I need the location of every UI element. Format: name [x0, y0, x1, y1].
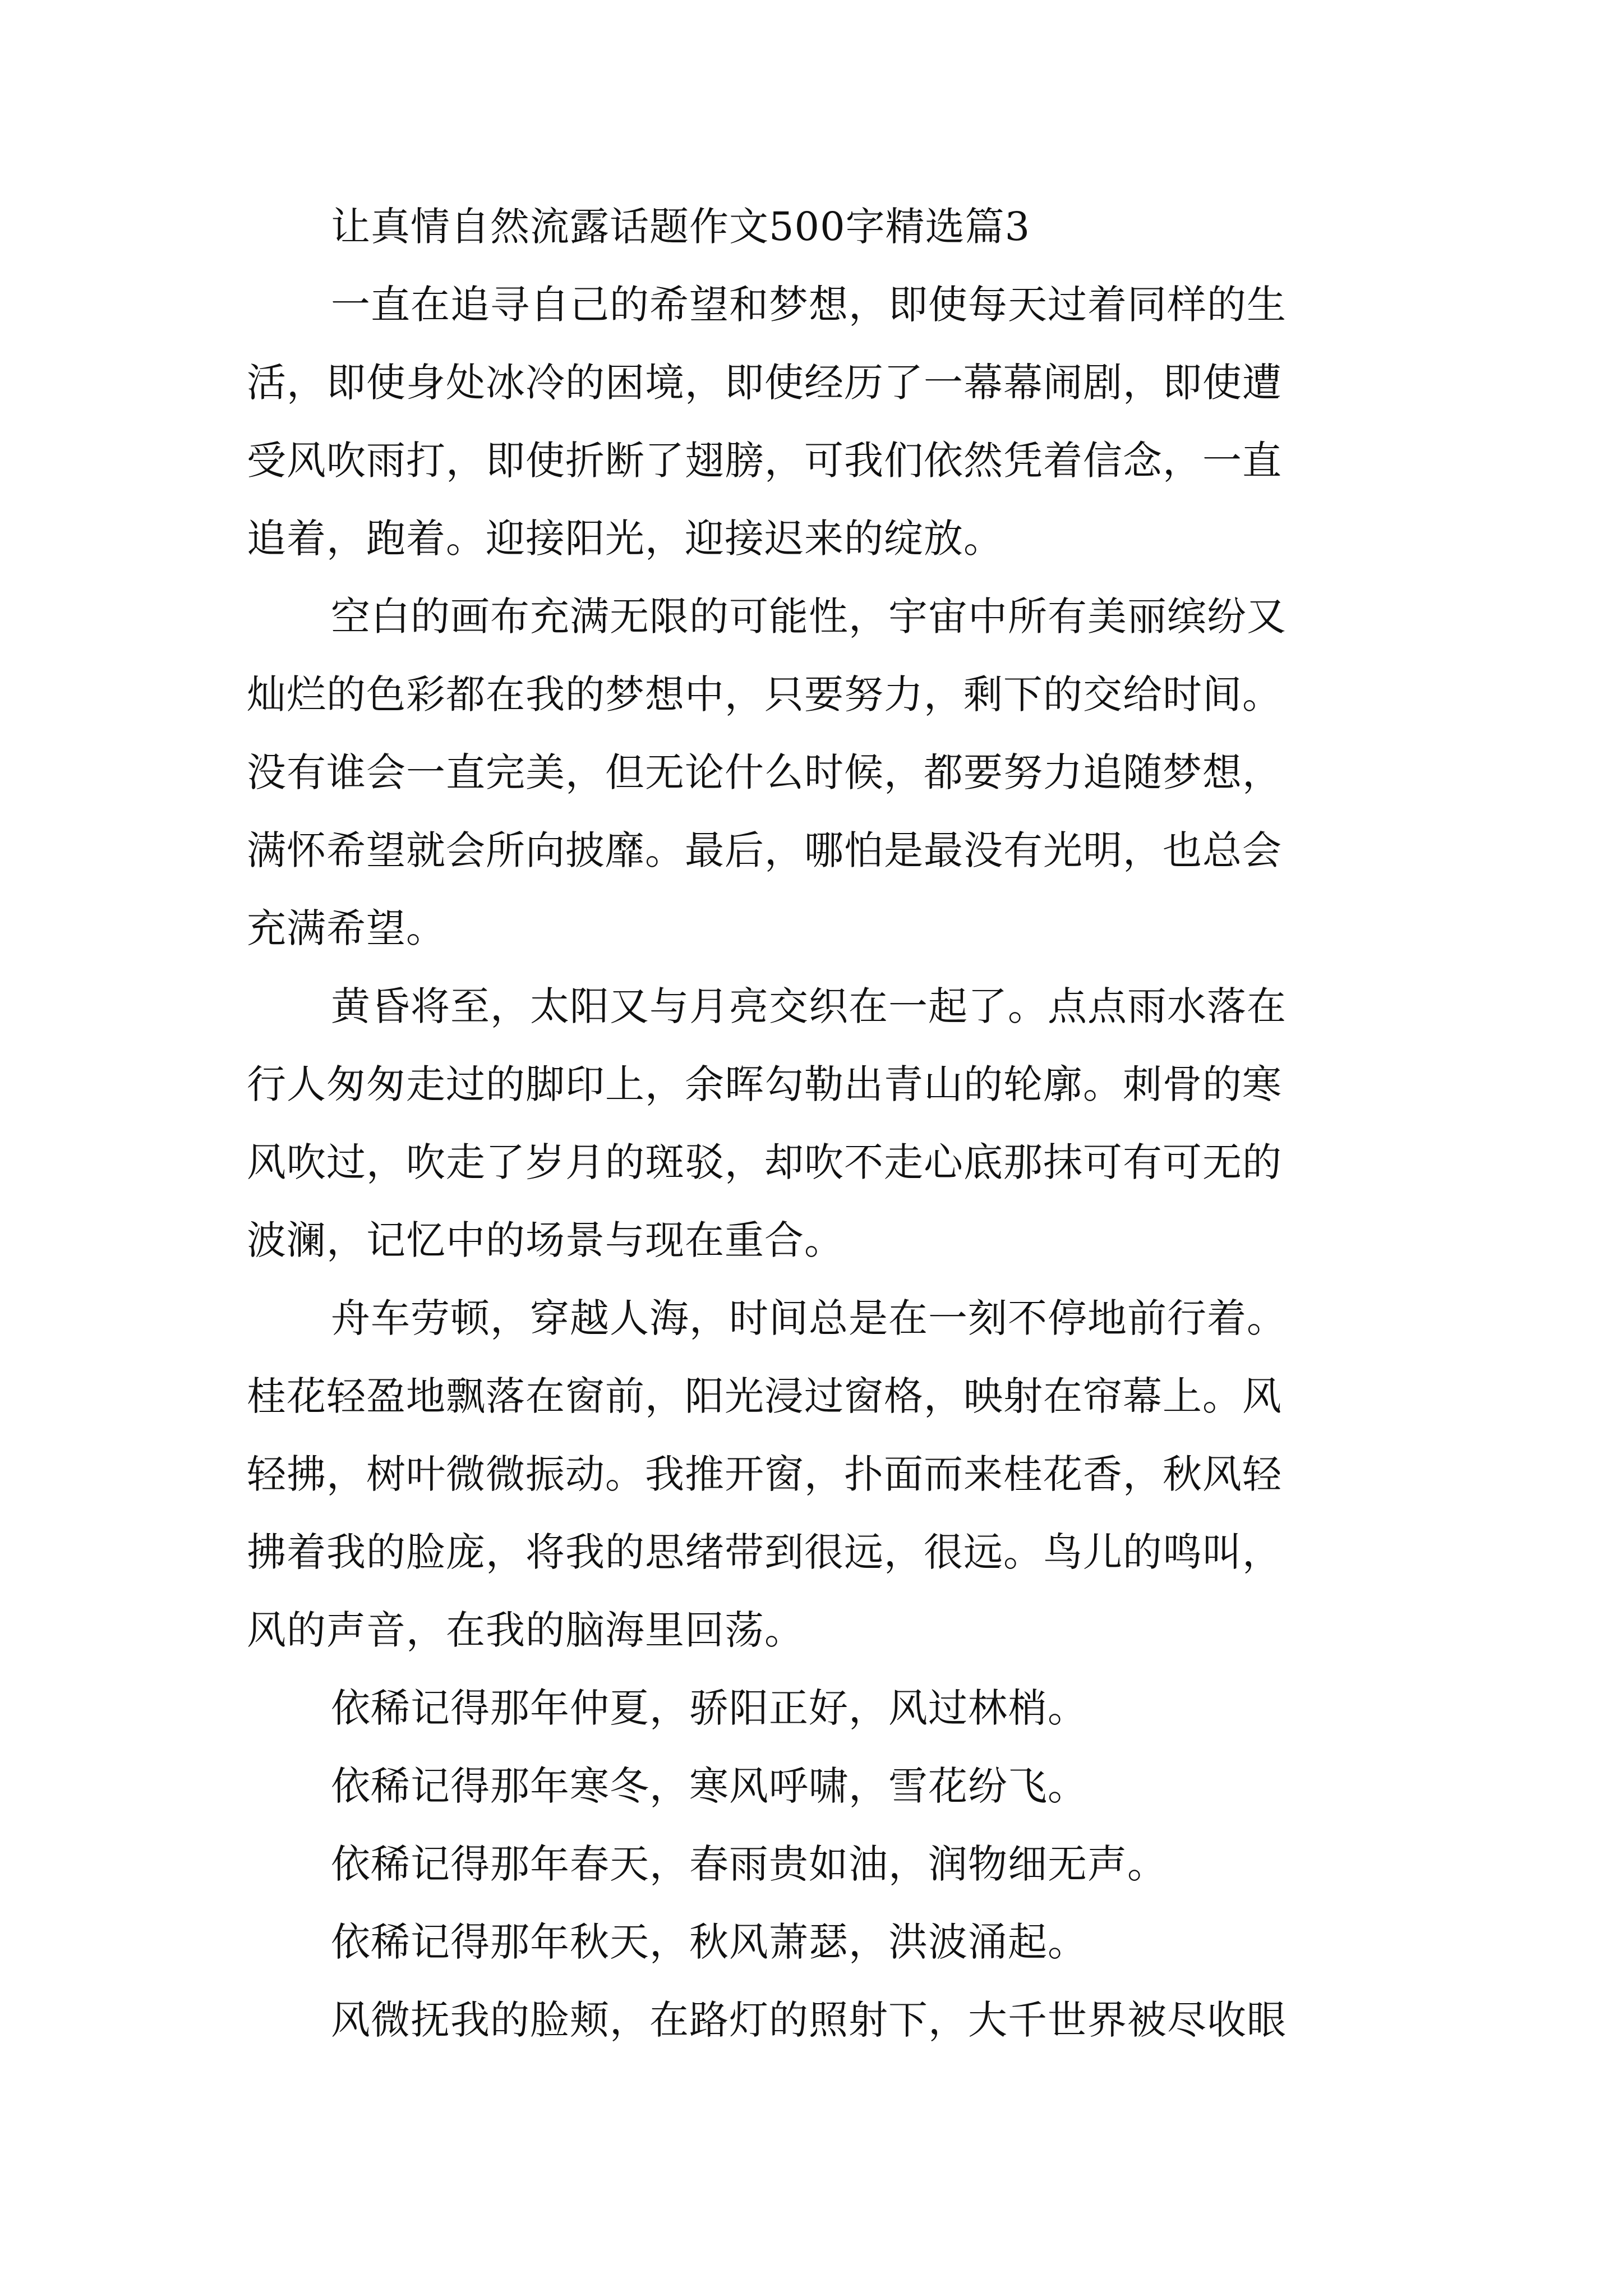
- text-line: 活，即使身处冰冷的困境，即使经历了一幕幕闹剧，即使遭: [247, 360, 1282, 406]
- text-line: 空白的画布充满无限的可能性，宇宙中所有美丽缤纷又: [331, 593, 1287, 639]
- text-line: 风吹过，吹走了岁月的斑驳，却吹不走心底那抹可有可无的: [247, 1139, 1282, 1185]
- text-line: 风的声音，在我的脑海里回荡。: [247, 1607, 804, 1653]
- text-line: 风微抚我的脸颊，在路灯的照射下，大千世界被尽收眼: [331, 1997, 1287, 2043]
- text-line: 依稀记得那年春天，春雨贵如油，润物细无声。: [331, 1841, 1167, 1887]
- document-body: [247, 188, 1391, 2059]
- text-line: 桂花轻盈地飘落在窗前，阳光浸过窗格，映射在帘幕上。风: [247, 1373, 1282, 1419]
- text-line: 黄昏将至，太阳又与月亮交织在一起了。点点雨水落在: [331, 983, 1287, 1029]
- text-line: 波澜，记忆中的场景与现在重合。: [247, 1217, 844, 1263]
- text-line: 依稀记得那年仲夏，骄阳正好，风过林梢。: [331, 1685, 1087, 1731]
- text-line: 行人匆匆走过的脚印上，余晖勾勒出青山的轮廓。刺骨的寒: [247, 1061, 1282, 1107]
- text-line: 满怀希望就会所向披靡。最后，哪怕是最没有光明，也总会: [247, 827, 1282, 873]
- text-line: 充满希望。: [247, 905, 446, 951]
- text-line: 受风吹雨打，即使折断了翅膀，可我们依然凭着信念，一直: [247, 438, 1282, 484]
- document-title: 让真情自然流露话题作文500字精选篇3: [331, 204, 1031, 250]
- text-line: 没有谁会一直完美，但无论什么时候，都要努力追随梦想，: [247, 749, 1282, 795]
- text-line: 一直在追寻自己的希望和梦想，即使每天过着同样的生: [331, 282, 1287, 328]
- text-line: 追着，跑着。迎接阳光，迎接迟来的绽放。: [247, 516, 1003, 562]
- text-line: 灿烂的色彩都在我的梦想中，只要努力，剩下的交给时间。: [247, 671, 1282, 717]
- text-line: 舟车劳顿，穿越人海，时间总是在一刻不停地前行着。: [331, 1295, 1287, 1341]
- text-line: 依稀记得那年寒冬，寒风呼啸，雪花纷飞。: [331, 1763, 1087, 1809]
- text-line: 轻拂，树叶微微振动。我推开窗，扑面而来桂花香，秋风轻: [247, 1451, 1282, 1497]
- text-line: 拂着我的脸庞，将我的思绪带到很远，很远。鸟儿的鸣叫，: [247, 1529, 1282, 1575]
- text-line: 依稀记得那年秋天，秋风萧瑟，洪波涌起。: [331, 1919, 1087, 1965]
